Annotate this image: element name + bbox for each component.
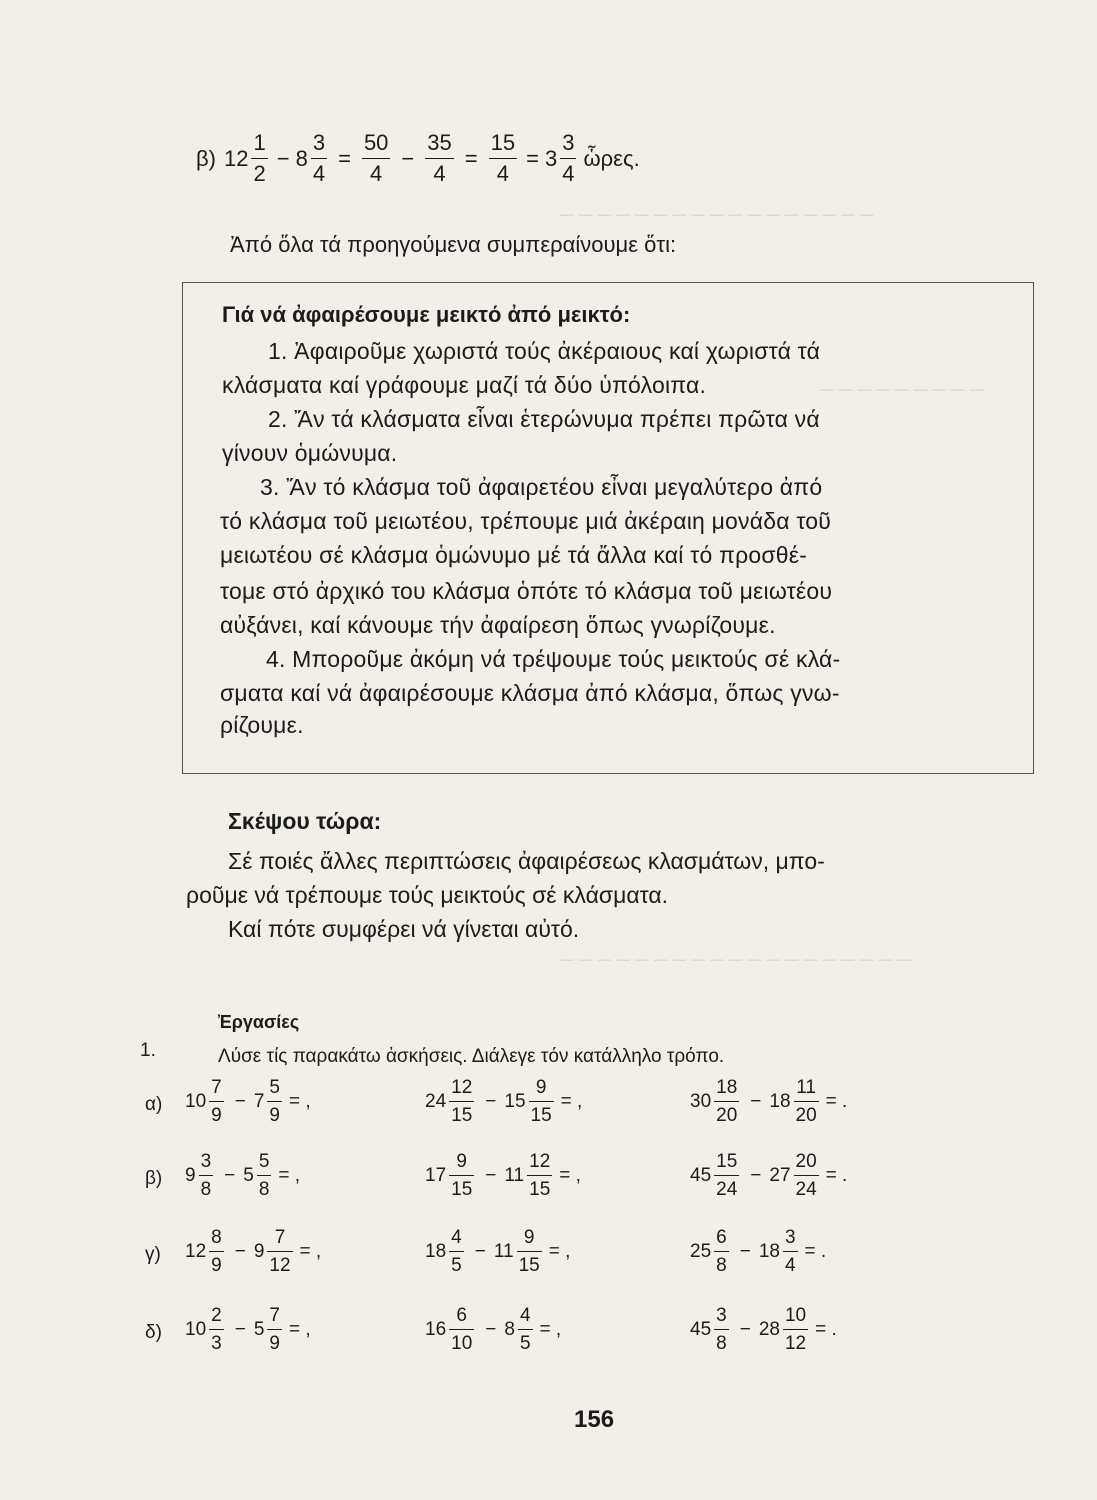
exercise-item [185,1152,300,1199]
whole-number: 45 [690,1164,712,1186]
rule-line: 1. Ἀφαιροῦμε χωριστά τούς ἀκέραιους καί χωριστά τά [268,338,821,364]
whole-number: 10 [185,1318,207,1340]
equals-end: = , [299,1240,322,1262]
exercise-item [425,1152,581,1199]
page-number: 156 [574,1406,615,1433]
show-through-text: ─ ─ ─ ─ ─ ─ ─ ─ ─ ─ ─ ─ ─ ─ ─ ─ ─ [560,205,874,226]
fraction: $\frac{11}{20}$ [795,1077,817,1126]
fraction: $\frac{20}{24}$ [795,1151,817,1200]
minus-sign: − [234,1240,246,1262]
whole-number: 17 [425,1164,447,1186]
fraction: $\frac{3}{4}$ [312,130,326,186]
worked-equation [196,132,640,185]
fraction: $\frac{7}{9}$ [211,1077,222,1126]
fraction: $\frac{3}{8}$ [200,1151,212,1200]
whole-number: 9 [185,1164,196,1186]
whole-number: 11 [493,1240,514,1262]
equals-end: = , [278,1164,301,1186]
rule-box-title: Γιά νά ἀφαιρέσουμε μεικτό ἀπό μεικτό: [222,302,631,327]
fraction: $\frac{4}{5}$ [519,1305,531,1354]
whole-number: 15 [504,1090,526,1112]
whole-number: 30 [690,1090,712,1112]
minus-sign: − [750,1164,762,1186]
fraction: $\frac{2}{3}$ [211,1305,222,1354]
equals-sign: = [338,145,351,171]
minus-sign: − [234,1318,246,1340]
fraction: $\frac{15}{24}$ [716,1151,738,1200]
unit-text: ὧρες. [583,145,640,171]
rule-line: γίνουν ὁμώνυμα. [222,440,398,466]
fraction: $\frac{7}{12}$ [269,1227,291,1276]
equals-end: = . [825,1164,848,1186]
whole-number: 18 [769,1090,791,1112]
fraction: $\frac{18}{20}$ [716,1077,738,1126]
whole-number: 11 [504,1164,525,1186]
fraction: $\frac{5}{8}$ [258,1151,270,1200]
minus-sign: − [401,145,415,171]
fraction: $\frac{15}{4}$ [490,130,516,186]
whole-number: 12 [223,145,249,171]
rule-line: μειωτέου σέ κλάσμα ὁμώνυμο μέ τά ἄλλα καί τό προσθέ- [220,542,808,568]
fraction: $\frac{9}{15}$ [530,1077,552,1126]
equals-end: = , [560,1090,583,1112]
whole-number: 25 [690,1240,712,1262]
fraction: $\frac{9}{15}$ [518,1227,540,1276]
whole-number: 5 [253,1318,265,1340]
minus-sign: − [474,1240,486,1262]
fraction: $\frac{3}{4}$ [784,1227,796,1276]
exercise-item [425,1306,561,1353]
equals-end: = , [559,1164,581,1186]
fraction: $\frac{6}{10}$ [451,1305,473,1354]
equation-label: β) [196,145,216,171]
exercise-row-label: β) [145,1168,163,1189]
exercise-item [425,1078,582,1125]
fraction: $\frac{12}{15}$ [451,1077,473,1126]
whole-number: 28 [758,1318,780,1340]
exercise-item [185,1078,311,1125]
fraction: $\frac{5}{9}$ [269,1077,280,1126]
whole-number: 18 [758,1240,780,1262]
exercise-item [690,1306,837,1353]
show-through-text: ─ ─ ─ ─ ─ ─ ─ ─ ─ [820,380,984,401]
exercise-row-label: δ) [145,1322,162,1343]
exercise-instruction: Λύσε τίς παρακάτω ἀσκήσεις. Διάλεγε τόν κατάλληλο τρόπο. [218,1046,725,1067]
equals-end: = , [539,1318,562,1340]
exercise-item [185,1228,321,1275]
whole-number: 8 [295,145,308,171]
whole-number: 3 [544,145,558,171]
whole-number: 7 [253,1090,265,1112]
exercise-item [425,1228,570,1275]
whole-number: 5 [243,1164,254,1186]
fraction: $\frac{3}{4}$ [562,130,575,186]
whole-number: 16 [425,1318,447,1340]
exercise-row-label: α) [145,1094,163,1115]
equals-end: = , [548,1240,571,1262]
intro-text: Ἀπό ὅλα τά προηγούμενα συμπεραίνουμε ὅτι: [230,232,677,257]
minus-sign: − [234,1090,246,1112]
minus-sign: − [739,1240,751,1262]
whole-number: 24 [425,1090,447,1112]
fraction: $\frac{12}{15}$ [529,1151,551,1200]
whole-number: 12 [185,1240,207,1262]
equals-end: = . [804,1240,827,1262]
equals-end: = , [288,1318,311,1340]
minus-sign: − [750,1090,762,1112]
equals-end: = . [815,1318,837,1340]
exercise-number: 1. [140,1040,156,1061]
whole-number: 9 [253,1240,265,1262]
exercise-row-label: γ) [145,1244,161,1265]
whole-number: 8 [504,1318,515,1340]
fraction: $\frac{35}{4}$ [427,130,452,186]
exercise-item [690,1078,847,1125]
whole-number: 27 [769,1164,791,1186]
minus-sign: − [739,1318,751,1340]
minus-sign: − [276,145,290,171]
fraction: $\frac{50}{4}$ [363,130,389,186]
rule-line: κλάσματα καί γράφουμε μαζί τά δύο ὑπόλοιπα. [222,372,707,398]
exercises-title: Ἐργασίες [218,1012,300,1032]
show-through-text: ─ ─ ─ ─ ─ ─ ─ ─ ─ ─ ─ ─ ─ ─ ─ ─ ─ ─ ─ [560,950,911,971]
think-line: ροῦμε νά τρέπουμε τούς μεικτούς σέ κλάσματα. [186,882,669,908]
whole-number: 45 [690,1318,712,1340]
think-line: Καί πότε συμφέρει νά γίνεται αὐτό. [228,916,580,942]
equals-sign: = [526,145,539,171]
rule-line: τομε στό ἀρχικό του κλάσμα ὁπότε τό κλάσμα τοῦ μειωτέου [220,578,833,604]
fraction: $\frac{4}{5}$ [451,1227,462,1276]
fraction: $\frac{8}{9}$ [211,1227,222,1276]
rule-line: σματα καί νά ἀφαιρέσουμε κλάσμα ἀπό κλάσμα, ὅπως γνω- [220,680,840,706]
exercise-item [185,1306,311,1353]
fraction: $\frac{1}{2}$ [253,130,266,186]
rule-line: 3. Ἄν τό κλάσμα τοῦ ἀφαιρετέου εἶναι μεγαλύτερο ἀπό [260,474,823,500]
rule-line: 4. Μποροῦμε ἀκόμη νά τρέψουμε τούς μεικτούς σέ κλά- [266,646,841,672]
exercise-item [690,1228,826,1275]
equals-end: = , [288,1090,311,1112]
fraction: $\frac{3}{8}$ [716,1305,727,1354]
fraction: $\frac{6}{8}$ [716,1227,727,1276]
fraction: $\frac{10}{12}$ [784,1305,807,1354]
whole-number: 18 [425,1240,447,1262]
minus-sign: − [485,1318,497,1340]
fraction: $\frac{7}{9}$ [269,1305,280,1354]
rule-line: 2. Ἄν τά κλάσματα εἶναι ἑτερώνυμα πρέπει πρῶτα νά [268,406,820,432]
think-line: Σέ ποιές ἄλλες περιπτώσεις ἀφαιρέσεως κλασμάτων, μπο- [228,848,825,874]
fraction: $\frac{9}{15}$ [451,1151,473,1200]
think-title: Σκέψου τώρα: [228,808,382,834]
minus-sign: − [485,1164,497,1186]
exercise-item [690,1152,847,1199]
minus-sign: − [485,1090,497,1112]
rule-line: αὐξάνει, καί κάνουμε τήν ἀφαίρεση ὅπως γνωρίζουμε. [220,612,776,638]
rule-line: τό κλάσμα τοῦ μειωτέου, τρέπουμε μιά ἀκέραιη μονάδα τοῦ [220,508,832,534]
rule-line: ρίζουμε. [220,712,304,738]
equals-end: = . [825,1090,848,1112]
minus-sign: − [224,1164,236,1186]
equals-sign: = [464,145,478,171]
whole-number: 10 [185,1090,207,1112]
